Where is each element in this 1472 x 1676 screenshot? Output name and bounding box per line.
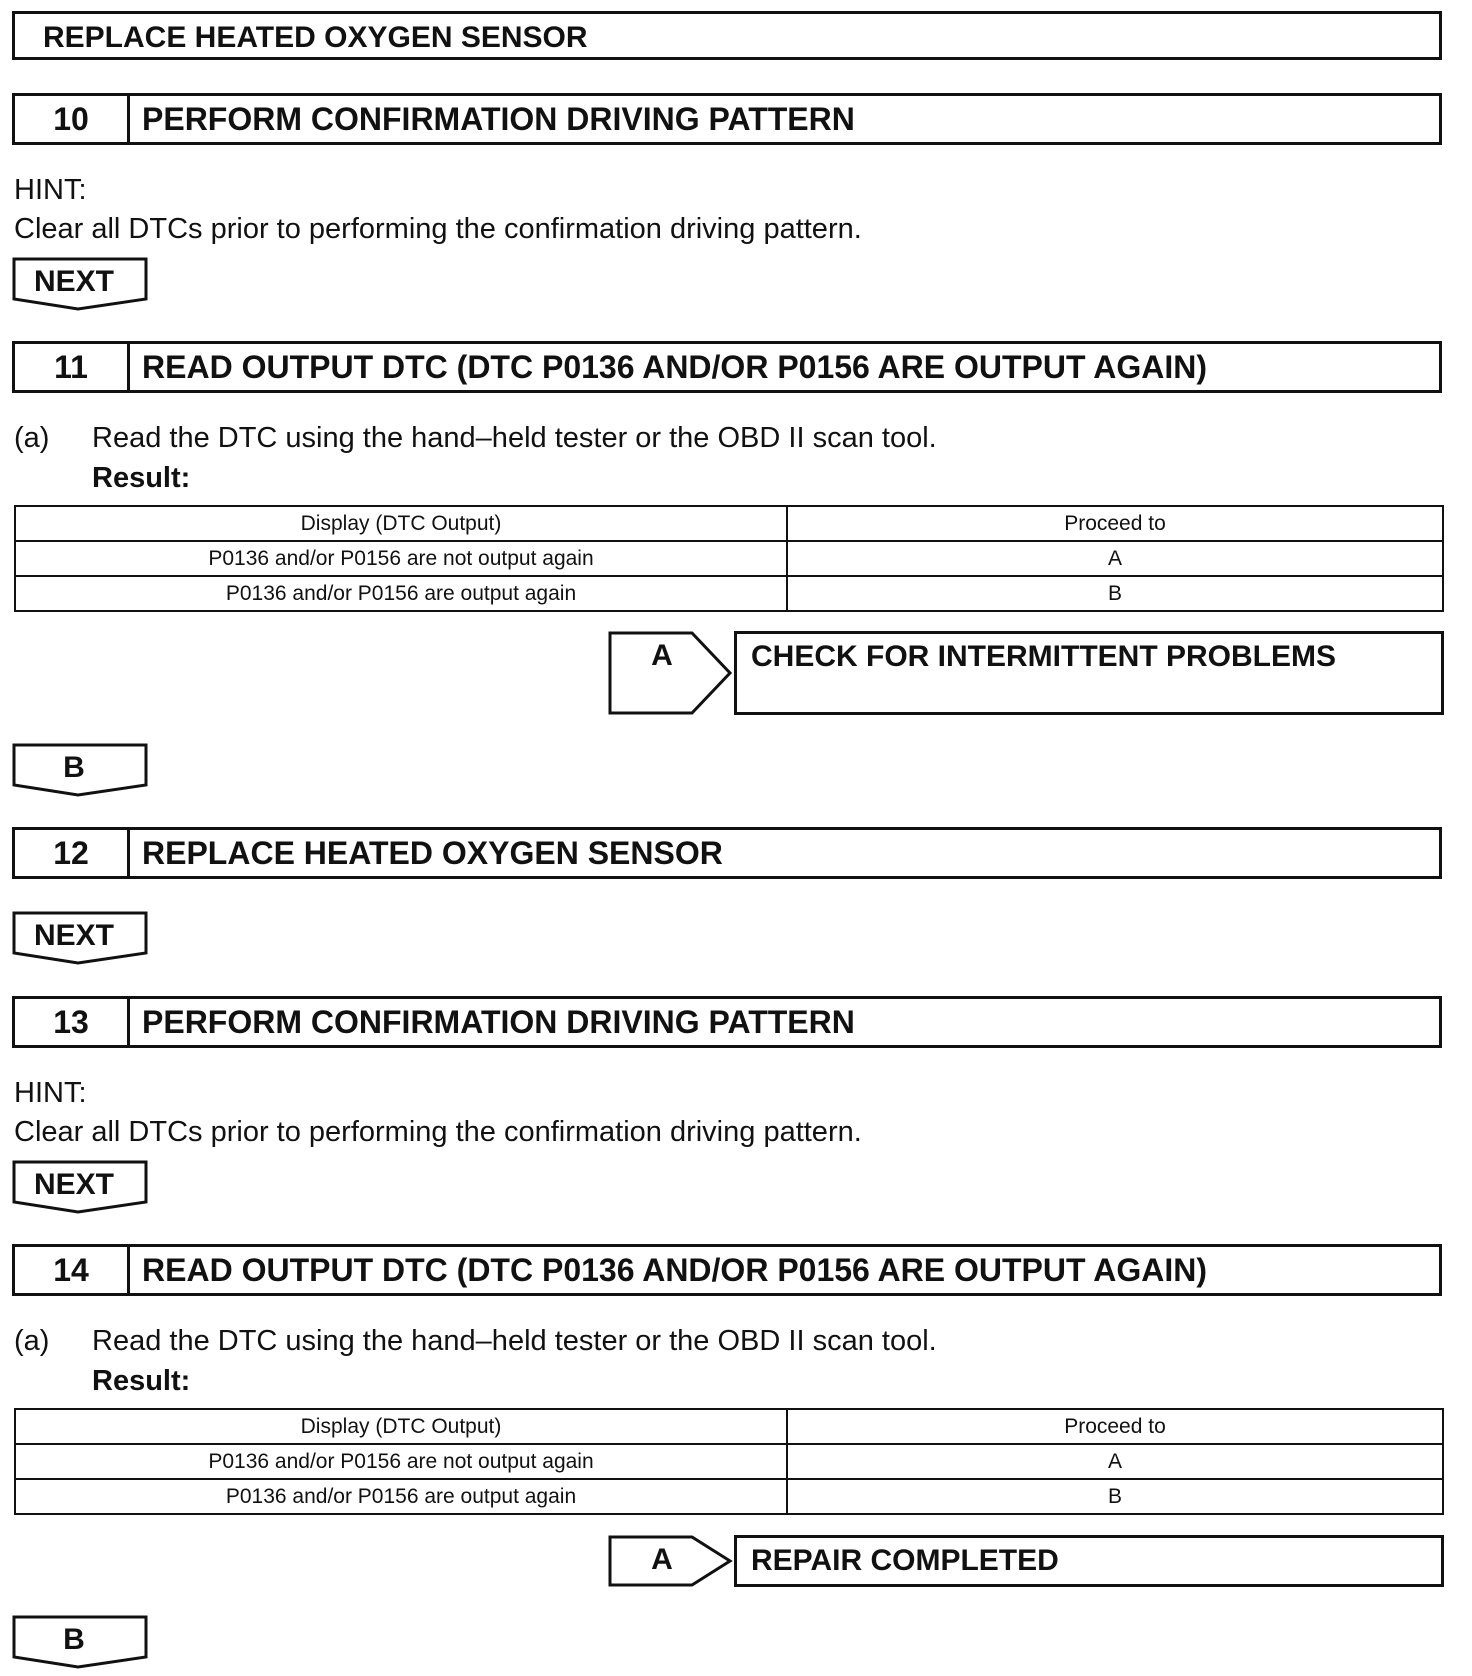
- step-13-header: [12, 996, 1442, 1048]
- branch-a-destination: [734, 1535, 1444, 1587]
- destination-text: REPAIR COMPLETED: [751, 1544, 1059, 1577]
- result-label: Result:: [92, 462, 191, 494]
- step-10-header: [12, 93, 1442, 145]
- table-cell: B: [787, 1479, 1443, 1514]
- table-cell: A: [787, 541, 1443, 576]
- table-header-cell: Proceed to: [787, 1409, 1443, 1444]
- next-label: NEXT: [33, 919, 114, 952]
- branch-a-arrow[interactable]: [608, 1535, 734, 1587]
- branch-b-button[interactable]: [12, 743, 150, 797]
- table-header-cell: Display (DTC Output): [15, 506, 787, 541]
- item-marker: (a): [14, 1325, 50, 1357]
- table-cell: P0136 and/or P0156 are output again: [15, 576, 787, 611]
- table-cell: P0136 and/or P0156 are not output again: [15, 1444, 787, 1479]
- branch-a-destination: [734, 631, 1444, 715]
- branch-b-label: B: [63, 751, 85, 784]
- branch-b-button[interactable]: [12, 1615, 150, 1669]
- step-12-header: [12, 827, 1442, 879]
- table-header-cell: Proceed to: [787, 506, 1443, 541]
- branch-b-label: B: [63, 1623, 85, 1656]
- step-number: 11: [15, 344, 130, 390]
- item-text: Read the DTC using the hand–held tester or the OBD II scan tool.: [92, 1325, 937, 1357]
- result-table: [14, 1408, 1444, 1515]
- branch-label: A: [651, 639, 673, 672]
- item-marker: (a): [14, 422, 50, 454]
- step-11-header: [12, 341, 1442, 393]
- table-cell: A: [787, 1444, 1443, 1479]
- hint-text: Clear all DTCs prior to performing the confirmation driving pattern.: [14, 1116, 862, 1148]
- step-number: 14: [15, 1247, 130, 1293]
- step-number: 12: [15, 830, 130, 876]
- step-title: PERFORM CONFIRMATION DRIVING PATTERN: [142, 100, 855, 137]
- step-title: REPLACE HEATED OXYGEN SENSOR: [142, 834, 723, 871]
- hint-label: HINT:: [14, 1077, 87, 1109]
- next-button[interactable]: [12, 911, 150, 965]
- table-row: [15, 1444, 1443, 1479]
- table-header-cell: Display (DTC Output): [15, 1409, 787, 1444]
- table-cell: P0136 and/or P0156 are not output again: [15, 541, 787, 576]
- heading-box: [12, 11, 1442, 60]
- table-cell: P0136 and/or P0156 are output again: [15, 1479, 787, 1514]
- table-row: [15, 541, 1443, 576]
- step-title: READ OUTPUT DTC (DTC P0136 AND/OR P0156 ARE OUTPUT AGAIN): [142, 1251, 1208, 1288]
- next-button[interactable]: [12, 257, 150, 311]
- next-label: NEXT: [33, 1168, 114, 1201]
- table-row: [15, 576, 1443, 611]
- table-cell: B: [787, 576, 1443, 611]
- result-table: [14, 505, 1444, 612]
- result-label: Result:: [92, 1365, 191, 1397]
- item-text: Read the DTC using the hand–held tester or the OBD II scan tool.: [92, 422, 937, 454]
- step-number: 13: [15, 999, 130, 1045]
- hint-text: Clear all DTCs prior to performing the confirmation driving pattern.: [14, 213, 862, 245]
- step-title: READ OUTPUT DTC (DTC P0136 AND/OR P0156 ARE OUTPUT AGAIN): [142, 348, 1208, 385]
- step-title: PERFORM CONFIRMATION DRIVING PATTERN: [142, 1003, 855, 1040]
- next-button[interactable]: [12, 1160, 150, 1214]
- step-number: 10: [15, 96, 130, 142]
- branch-a-arrow[interactable]: [608, 631, 734, 715]
- destination-text: CHECK FOR INTERMITTENT PROBLEMS: [751, 640, 1336, 673]
- hint-label: HINT:: [14, 174, 87, 206]
- heading-text: REPLACE HEATED OXYGEN SENSOR: [43, 21, 588, 54]
- branch-label: A: [651, 1543, 673, 1576]
- table-row: [15, 1479, 1443, 1514]
- next-label: NEXT: [33, 265, 114, 298]
- table-header-row: [15, 1409, 1443, 1444]
- table-header-row: [15, 506, 1443, 541]
- step-14-header: [12, 1244, 1442, 1296]
